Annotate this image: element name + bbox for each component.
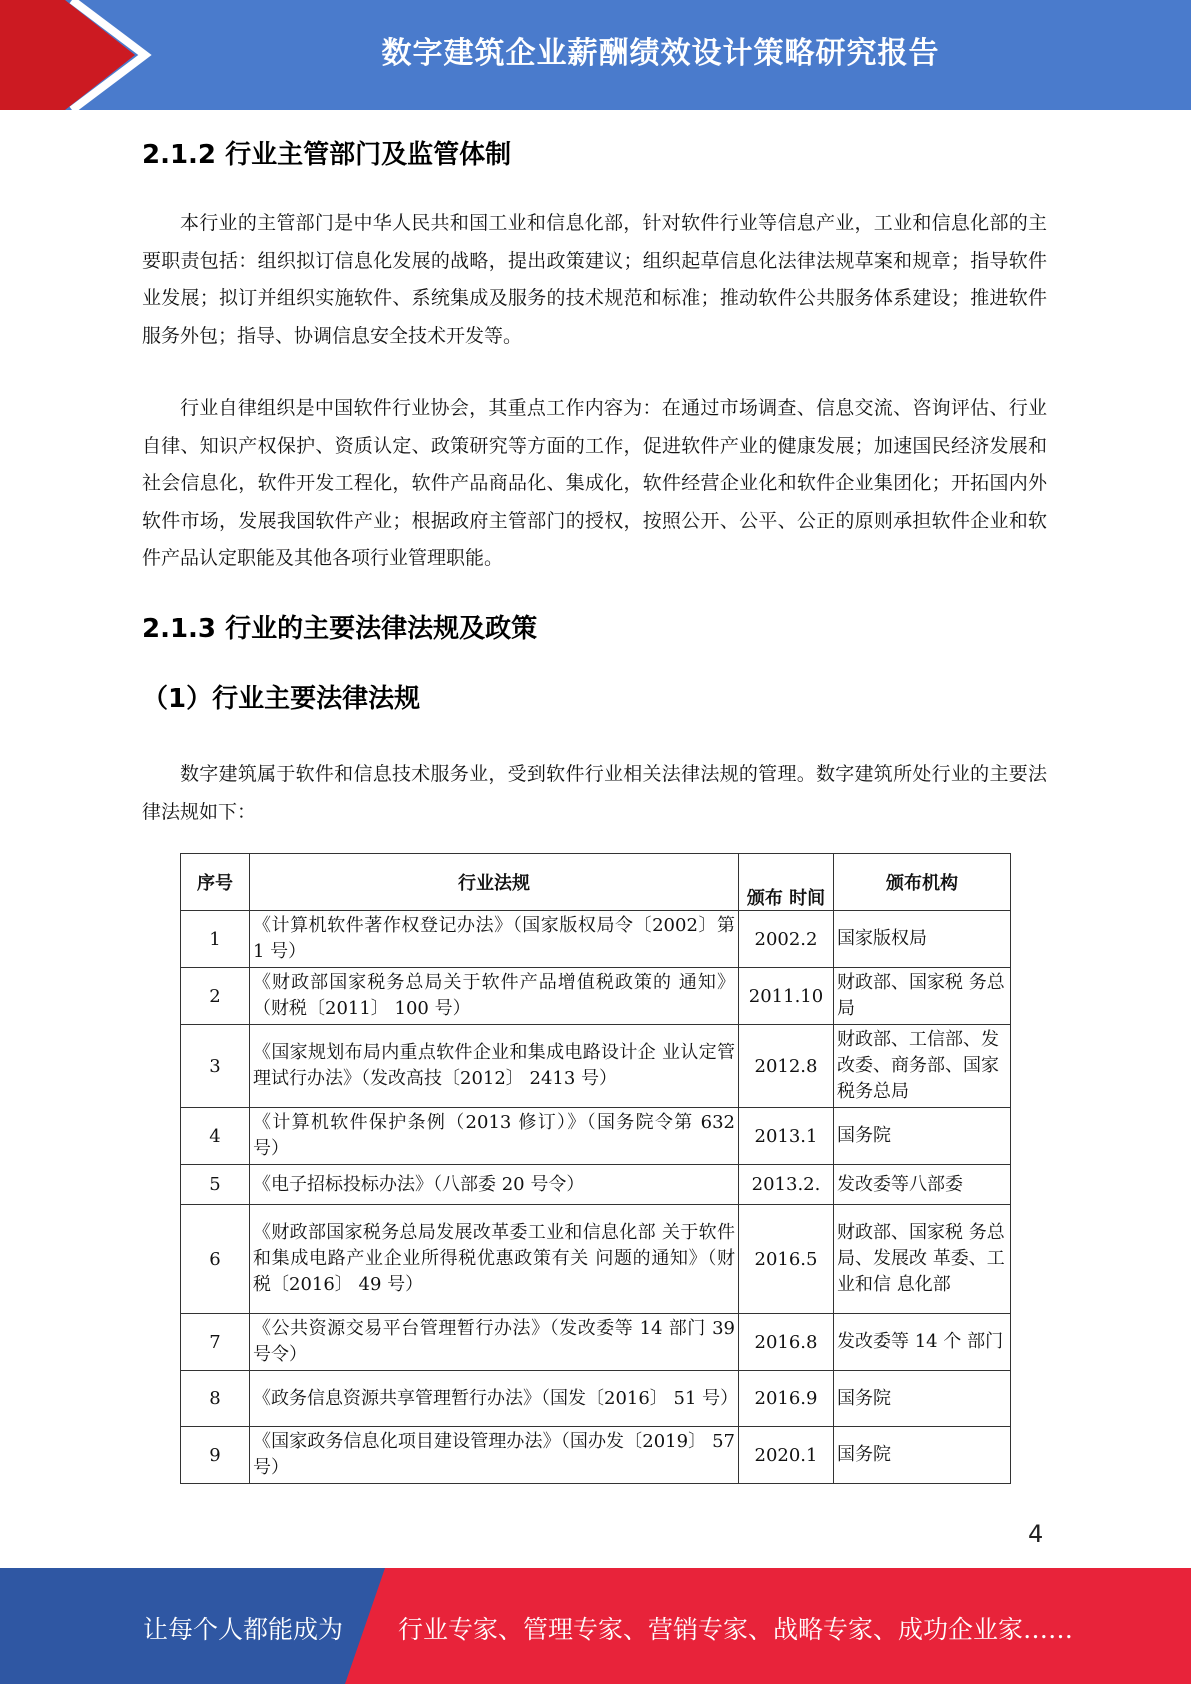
- cell-org: 国家版权局: [834, 911, 1011, 968]
- cell-date: 2012.8: [739, 1025, 834, 1108]
- table-header-row: [181, 854, 1011, 911]
- cell-org: 发改委等 14 个 部门: [834, 1314, 1011, 1371]
- cell-law: 《国家政务信息化项目建设管理办法》（国办发〔2019〕 57 号）: [250, 1427, 739, 1484]
- cell-date: 2013.2.: [739, 1165, 834, 1205]
- cell-no: 6: [181, 1205, 250, 1314]
- cell-no: 1: [181, 911, 250, 968]
- table-row: [181, 1314, 1011, 1371]
- section-heading-2-1-2: 2.1.2 行业主管部门及监管体制: [142, 140, 512, 170]
- table-row: [181, 1427, 1011, 1484]
- cell-date: 2002.2: [739, 911, 834, 968]
- paragraph-regulator: 本行业的主管部门是中华人民共和国工业和信息化部，针对软件行业等信息产业，工业和信息化部的主要职责包括：组织拟订信息化发展的战略，提出政策建议；组织起草信息化法律法规草案和规章；指导软件业发展；拟订并组织实施软件、系统集成及服务的技术规范和标准；推动软件公共服务体系建设；推进软件服务外包；指导、协调信息安全技术开发等。: [142, 212, 1047, 347]
- cell-law: 《电子招标投标办法》（八部委 20 号令）: [250, 1165, 739, 1205]
- paragraph-industry-association: 行业自律组织是中国软件行业协会，其重点工作内容为：在通过市场调查、信息交流、咨询评估、行业自律、知识产权保护、资质认定、政策研究等方面的工作，促进软件产业的健康发展；加速国民经济发展和社会信息化，软件开发工程化，软件产品商品化、集成化，软件经营企业化和软件企业集团化；开拓国内外软件市场，发展我国软件产业；根据政府主管部门的授权，按照公开、公平、公正的原则承担软件企业和软件产品认定职能及其他各项行业管理职能。: [142, 397, 1047, 569]
- cell-no: 5: [181, 1165, 250, 1205]
- footer-slogan-right: 行业专家、管理专家、营销专家、战略专家、成功企业家……: [398, 1615, 1074, 1644]
- cell-no: 2: [181, 968, 250, 1025]
- cell-date: 2016.8: [739, 1314, 834, 1371]
- cell-no: 3: [181, 1025, 250, 1108]
- cell-law: 《公共资源交易平台管理暂行办法》（发改委等 14 部门 39 号令）: [250, 1314, 739, 1371]
- table-row: [181, 968, 1011, 1025]
- header-law: 行业法规: [250, 854, 739, 911]
- cell-date: 2011.10: [739, 968, 834, 1025]
- table-row: [181, 1025, 1011, 1108]
- cell-law: 《财政部国家税务总局关于软件产品增值税政策的 通知》（财税〔2011〕 100 号）: [250, 968, 739, 1025]
- cell-org: 国务院: [834, 1427, 1011, 1484]
- cell-org: 财政部、国家税 务总局: [834, 968, 1011, 1025]
- cell-org: 财政部、工信部、发改委、商务部、国家税务总局: [834, 1025, 1011, 1108]
- report-title: 数字建筑企业薪酬绩效设计策略研究报告: [381, 36, 940, 71]
- table-row: [181, 1371, 1011, 1427]
- table-row: [181, 1108, 1011, 1165]
- cell-date: 2016.5: [739, 1205, 834, 1314]
- cell-no: 8: [181, 1371, 250, 1427]
- section-heading-2-1-3: 2.1.3 行业的主要法律法规及政策: [142, 614, 538, 644]
- cell-law: 《国家规划布局内重点软件企业和集成电路设计企 业认定管理试行办法》（发改高技〔2012〕 2413 号）: [250, 1025, 739, 1108]
- laws-table: [180, 853, 1011, 1484]
- header-banner: [0, 0, 1191, 110]
- subsection-heading-laws: （1）行业主要法律法规: [142, 684, 421, 714]
- cell-org: 发改委等八部委: [834, 1165, 1011, 1205]
- paragraph-laws-intro: 数字建筑属于软件和信息技术服务业，受到软件行业相关法律法规的管理。数字建筑所处行业的主要法律法规如下：: [142, 763, 1047, 823]
- cell-org: 国务院: [834, 1371, 1011, 1427]
- cell-no: 4: [181, 1108, 250, 1165]
- cell-no: 7: [181, 1314, 250, 1371]
- cell-law: 《计算机软件著作权登记办法》（国家版权局令〔2002〕第 1 号）: [250, 911, 739, 968]
- cell-no: 9: [181, 1427, 250, 1484]
- header-date: 颁布 时间: [739, 854, 834, 911]
- header-org: 颁布机构: [834, 854, 1011, 911]
- cell-law: 《政务信息资源共享管理暂行办法》（国发〔2016〕 51 号）: [250, 1371, 739, 1427]
- cell-date: 2016.9: [739, 1371, 834, 1427]
- cell-date: 2020.1: [739, 1427, 834, 1484]
- footer-slogan-left: 让每个人都能成为: [143, 1615, 344, 1644]
- footer-banner: [0, 1568, 1191, 1684]
- cell-date: 2013.1: [739, 1108, 834, 1165]
- cell-org: 财政部、国家税 务总局、发展改 革委、工业和信 息化部: [834, 1205, 1011, 1314]
- header-no: 序号: [181, 854, 250, 911]
- page-number: 4: [1028, 1520, 1044, 1548]
- table-row: [181, 1165, 1011, 1205]
- cell-law: 《财政部国家税务总局发展改革委工业和信息化部 关于软件和集成电路产业企业所得税优惠政策有关 问题的通知》（财税〔2016〕 49 号）: [250, 1205, 739, 1314]
- cell-law: 《计算机软件保护条例（2013 修订）》（国务院令第 632 号）: [250, 1108, 739, 1165]
- table-row: [181, 911, 1011, 968]
- cell-org: 国务院: [834, 1108, 1011, 1165]
- table-row: [181, 1205, 1011, 1314]
